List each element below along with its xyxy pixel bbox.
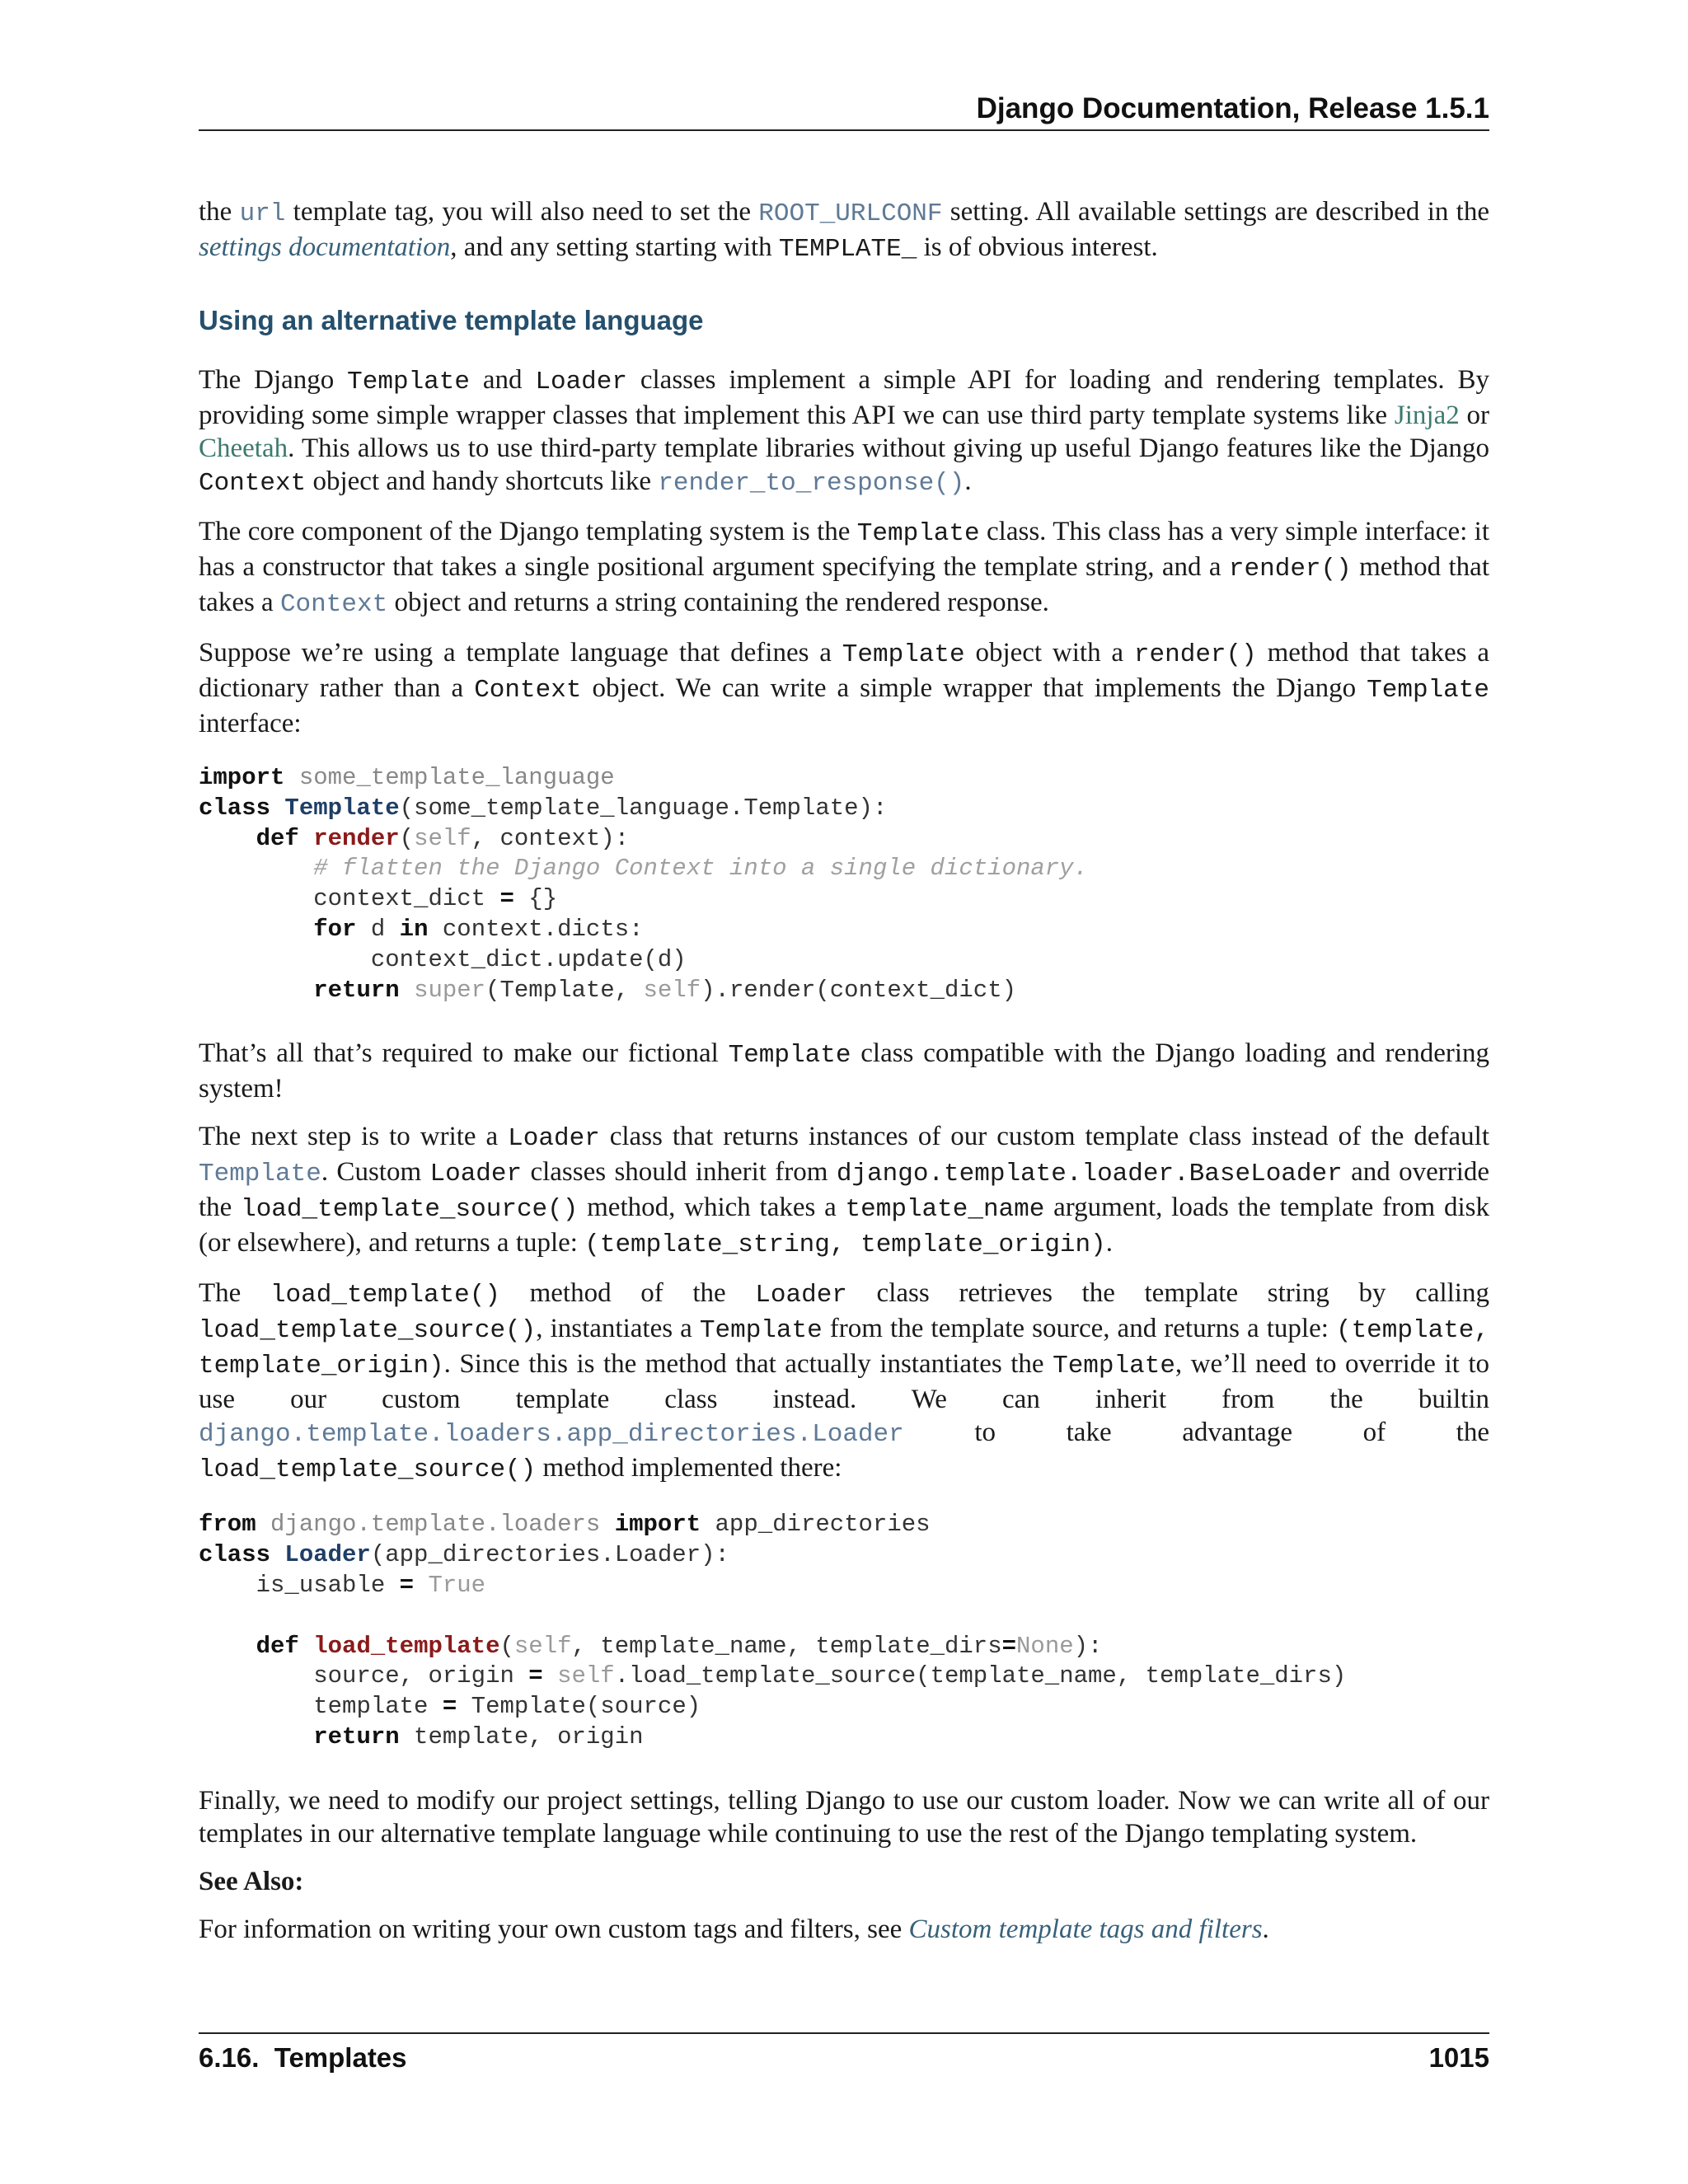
running-footer [199,2042,1489,2074]
code-token: def [256,824,299,852]
text: For information on writing your own custom tags and filters, see [199,1914,909,1944]
code-token: from [199,1511,256,1539]
text: and override the [199,1157,1490,1223]
text: classes should inherit from [522,1157,837,1188]
see-also-label: See Also: [199,1866,304,1896]
code-token: (Template, [485,976,644,1004]
render-to-response-link[interactable]: render_to_response() [658,469,965,498]
app-directories-loader-link[interactable]: django.template.loaders.app_directories.Loader [199,1420,904,1450]
code-token: = [399,1571,415,1599]
code-token: super [414,976,486,1004]
inline-code: Context [474,676,582,705]
text: classes implement a simple API for loading and rendering templates. By providing some simple wrapper classes that implement this API we can use third party template systems like [199,365,1489,430]
text: . [964,466,972,496]
text: object with a [964,638,1134,668]
page-content [199,195,1489,1961]
footer-section: 6.16. Templates [199,2042,407,2073]
text: is of obvious interest. [917,232,1158,262]
paragraph-load-template [199,1277,1489,1487]
code-token: template [313,1693,443,1721]
text: interface: [199,709,302,738]
text: from the template source, and returns a tuple: [822,1314,1336,1344]
code-token: .load_template_source(template_name, template_dirs) [614,1662,1347,1690]
code-token: context_dict [313,885,500,913]
code-token: return [313,1722,400,1750]
footer-rule [199,2032,1489,2034]
inline-code: TEMPLATE_ [778,235,917,264]
inline-code: Template [347,368,470,396]
text: method implemented there: [536,1453,842,1483]
code-token: {} [513,885,558,913]
code-comment: # flatten the Django Context into a single dictionary. [313,855,1088,883]
code-token: self [414,824,471,852]
template-link[interactable]: Template [199,1160,321,1189]
inline-code: render() [1228,555,1352,583]
code-token: in [399,915,429,943]
inline-code: Template [842,640,965,669]
inline-code: load_template() [270,1281,500,1310]
text: The Django [199,365,348,395]
code-token: self [643,976,701,1004]
text: template tag, you will also need to set the [285,197,759,227]
code-token: self [513,1632,572,1660]
text: method, which takes a [578,1193,846,1223]
code-token: None [1016,1632,1074,1660]
code-token: class [199,794,271,822]
code-token: = [442,1693,457,1721]
text: Suppose we’re using a template language that defines a [199,638,842,668]
inline-code: render() [1133,640,1257,669]
text: class that returns instances of our custom template class instead of the default [599,1122,1489,1152]
code-token: render [313,824,400,852]
code-token: for [313,915,357,943]
text: argument, loads the template from disk (or elsewhere), and returns a tuple: [199,1193,1489,1258]
code-token: some_template_language [298,764,615,791]
page-number: 1015 [1428,2042,1489,2073]
paragraph-loader [199,1120,1489,1262]
text: class compatible with the Django loading and rendering system! [199,1038,1489,1104]
inline-code: Loader [755,1281,847,1310]
code-block-template-wrapper: import some_template_language class Template(some_template_language.Template): def render(self, context): # flatten the Django Context into a single dictionary. context_dict = {} for d in context.dicts: context_dict.update(d) return super(Template, self).render(context_dict) [199,764,1088,1004]
paragraph-intro [199,363,1489,500]
code-token: self [557,1662,615,1690]
text: class. This class has a very simple interface: it has a constructor that takes a single positional argument specifying the template string, and a [199,517,1489,582]
code-token: d [356,915,400,943]
inline-code: django.template.loader.BaseLoader [836,1160,1343,1189]
code-token: True [428,1571,486,1599]
inline-code: Context [199,469,307,498]
code-token: , context): [471,824,630,852]
code-token: django.template.loaders [270,1511,601,1539]
code-token: (app_directories.Loader): [370,1541,729,1569]
code-token: template, origin [399,1722,644,1750]
text: object and handy shortcuts like [306,466,659,496]
inline-code: Loader [535,368,627,396]
inline-code: Template [699,1316,823,1346]
inline-code: Loader [508,1124,600,1154]
text: . This allows us to use third-party template libraries without giving up useful Django features like the Django [288,434,1489,463]
text: , we’ll need to override it to use our custom template class instead. We can inherit from the builtin [199,1349,1489,1415]
text: or [1459,401,1490,430]
code-token: = [499,885,514,913]
url-tag-link[interactable]: url [239,199,286,228]
code-token: Template [284,794,400,822]
text: The core component of the Django templating system is the [199,517,857,546]
inline-code: Template [856,519,980,548]
text: That’s all that’s required to make our fictional [199,1038,729,1069]
code-token: ( [499,1632,514,1660]
text: object. We can write a simple wrapper that implements the Django [581,673,1367,703]
inline-code: Template [728,1041,851,1071]
text: , and any setting starting with [450,232,779,262]
text: method that takes a dictionary rather than a [199,638,1489,703]
text: The next step is to write a [199,1122,509,1152]
code-token: (some_template_language.Template): [399,794,888,822]
inline-code: Loader [429,1160,523,1189]
paragraph-finally: Finally, we need to modify our project settings, telling Django to use our custom loader. Now we can write all of our templates in our alternative template language while continuing to use the rest of the Django templating system. [199,1785,1489,1849]
code-token: Loader [284,1541,371,1569]
code-token: source, origin [313,1662,529,1690]
root-urlconf-link[interactable]: ROOT_URLCONF [758,199,943,228]
section-heading: Using an alternative template language [199,305,704,335]
text: method of the [499,1278,756,1309]
code-token: def [256,1632,299,1660]
code-token: ): [1073,1632,1103,1660]
inline-code: (template_string, template_origin) [584,1230,1106,1260]
text: The [199,1278,270,1309]
paragraph-compatible [199,1037,1489,1105]
text: object and returns a string containing the rendered response. [387,588,1049,617]
text: . [1262,1914,1269,1944]
inline-code: Template [1053,1352,1175,1381]
running-header: Django Documentation, Release 1.5.1 [976,92,1489,124]
header-rule [199,129,1489,131]
custom-template-tags-link[interactable]: Custom template tags and filters [908,1914,1263,1944]
text: setting. All available settings are described in the [942,197,1489,227]
code-token: Template(source) [457,1693,701,1721]
cheetah-link[interactable]: Cheetah [199,434,288,463]
inline-code: load_template_source() [199,1455,537,1485]
inline-code: (template, template_origin) [199,1316,1489,1381]
code-token: ).render(context_dict) [701,976,1017,1004]
text: to take advantage of the [903,1418,1489,1448]
paragraph-wrapper [199,636,1489,740]
code-token: app_directories [715,1511,931,1539]
paragraph-see-also [199,1913,1489,1946]
text: and [470,365,536,395]
text: , instantiates a [536,1314,700,1344]
settings-documentation-link[interactable]: settings documentation [199,232,451,262]
code-block-custom-loader [199,1510,1489,1752]
code-token: return [313,976,400,1004]
code-token: context_dict.update(d) [370,945,687,973]
code-token: import [614,1511,701,1539]
text: . Since this is the method that actually instantiates the [443,1349,1053,1380]
text: method that takes a [199,552,1489,617]
text: . [1105,1228,1113,1258]
inline-code: load_template_source() [241,1195,579,1225]
paragraph-settings [199,195,1489,266]
paragraph-core-component [199,515,1489,621]
code-token: , template_name, template_dirs [571,1632,1002,1660]
text: class retrieves the template string by calling [846,1278,1489,1309]
code-token: class [199,1541,271,1569]
context-link[interactable]: Context [279,590,388,619]
text: . Custom [321,1157,430,1188]
inline-code: Template [1367,676,1489,705]
code-token: import [199,764,285,791]
inline-code: load_template_source() [199,1316,537,1346]
jinja2-link[interactable]: Jinja2 [1394,401,1460,430]
code-token: = [528,1662,543,1690]
code-token: context.dicts: [428,915,644,943]
code-token: = [1001,1632,1017,1660]
code-token: is_usable [256,1571,400,1599]
inline-code: template_name [845,1195,1045,1225]
text: the [199,197,240,227]
code-token: load_template [313,1632,500,1660]
